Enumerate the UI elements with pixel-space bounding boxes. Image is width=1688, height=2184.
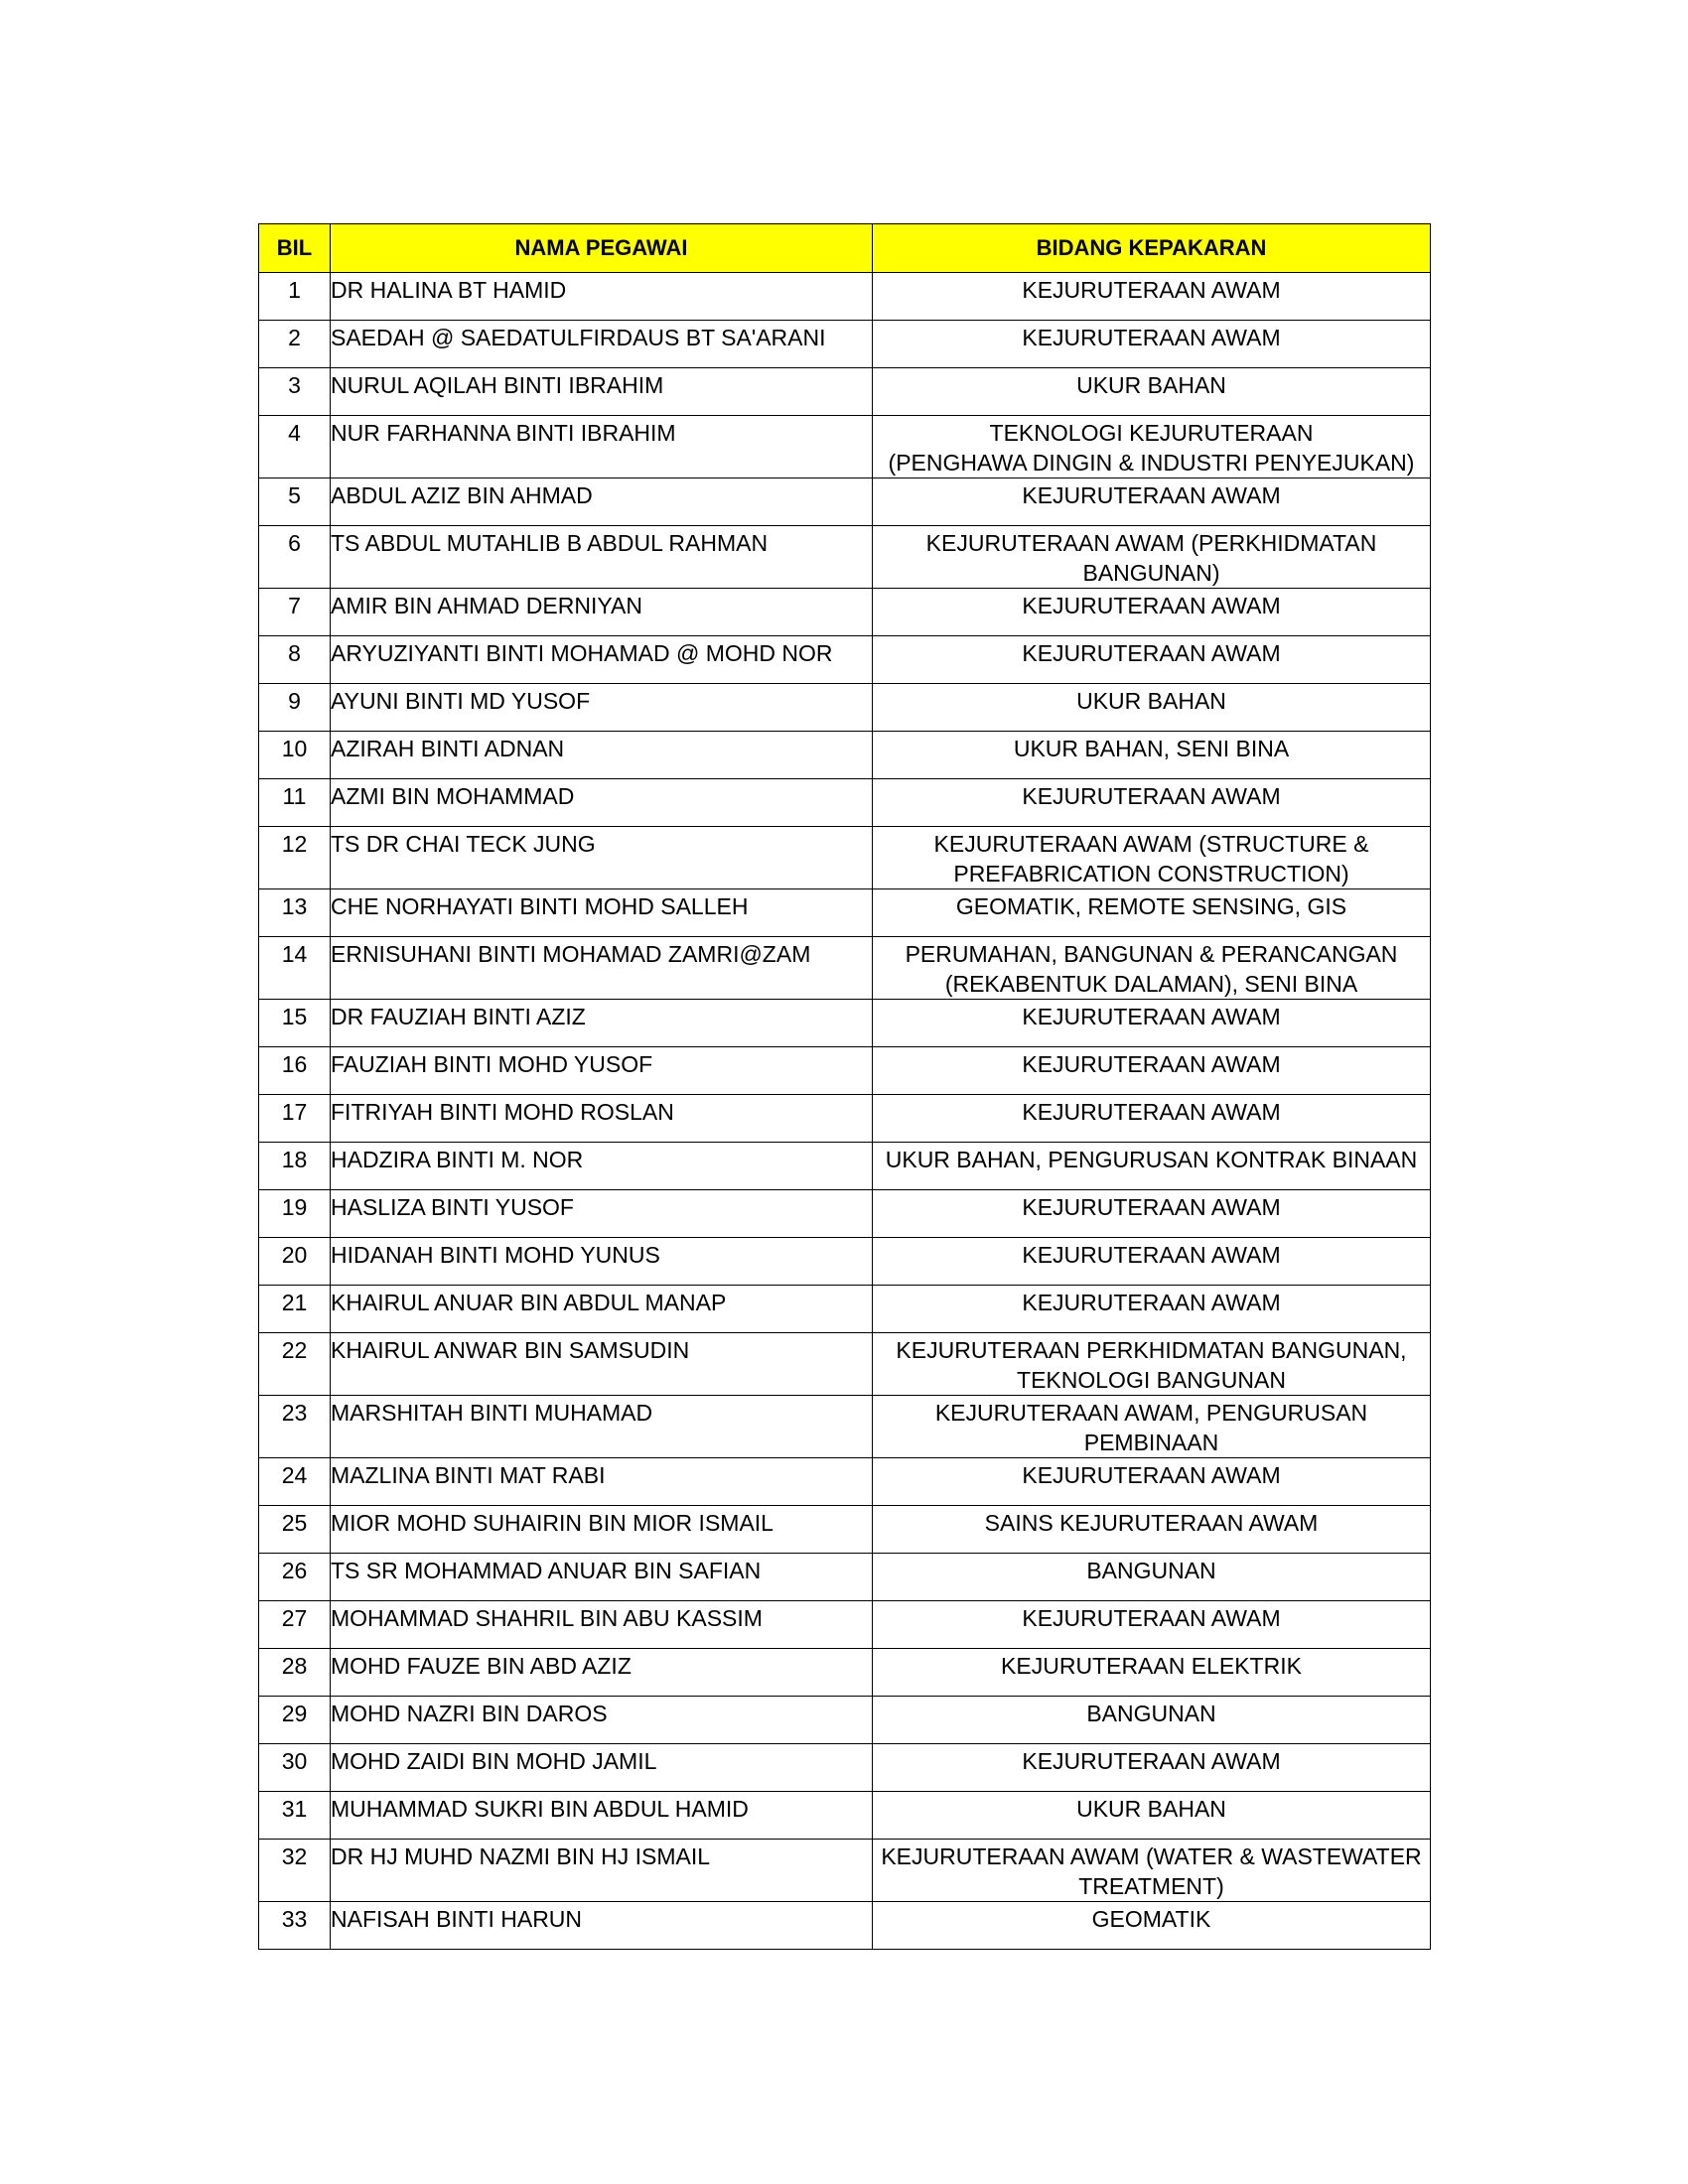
table-row xyxy=(259,1238,1431,1286)
cell-bil: 10 xyxy=(259,732,331,779)
cell-nama-pegawai: DR FAUZIAH BINTI AZIZ xyxy=(331,1000,873,1047)
cell-nama-pegawai: NUR FARHANNA BINTI IBRAHIM xyxy=(331,416,873,478)
table-row xyxy=(259,1902,1431,1950)
cell-nama-pegawai: MOHD ZAIDI BIN MOHD JAMIL xyxy=(331,1744,873,1792)
cell-bil: 21 xyxy=(259,1286,331,1333)
cell-bil: 14 xyxy=(259,937,331,1000)
column-header-bil: BIL xyxy=(259,224,331,273)
cell-nama-pegawai: NURUL AQILAH BINTI IBRAHIM xyxy=(331,368,873,416)
cell-nama-pegawai: ABDUL AZIZ BIN AHMAD xyxy=(331,478,873,526)
cell-bidang-kepakaran xyxy=(873,478,1431,526)
cell-bidang-kepakaran xyxy=(873,368,1431,416)
cell-nama-pegawai: TS SR MOHAMMAD ANUAR BIN SAFIAN xyxy=(331,1554,873,1601)
cell-nama-pegawai: MOHD NAZRI BIN DAROS xyxy=(331,1697,873,1744)
staff-expertise-table xyxy=(258,223,1431,1950)
table-row xyxy=(259,779,1431,827)
cell-bidang-kepakaran xyxy=(873,1143,1431,1190)
cell-bidang-kepakaran xyxy=(873,1840,1431,1902)
bidang-line: KEJURUTERAAN AWAM xyxy=(1022,783,1281,809)
bidang-line: KEJURUTERAAN AWAM xyxy=(1022,1605,1281,1631)
cell-bil: 5 xyxy=(259,478,331,526)
cell-bidang-kepakaran xyxy=(873,1458,1431,1506)
cell-bidang-kepakaran xyxy=(873,1000,1431,1047)
cell-bil: 9 xyxy=(259,684,331,732)
bidang-line: GEOMATIK xyxy=(1091,1906,1211,1932)
cell-bidang-kepakaran xyxy=(873,1190,1431,1238)
table-row xyxy=(259,1396,1431,1458)
cell-bil: 29 xyxy=(259,1697,331,1744)
table-row xyxy=(259,1000,1431,1047)
table-row xyxy=(259,1792,1431,1840)
cell-bidang-kepakaran xyxy=(873,589,1431,636)
cell-bidang-kepakaran xyxy=(873,321,1431,368)
cell-bil: 23 xyxy=(259,1396,331,1458)
table-row xyxy=(259,1601,1431,1649)
cell-nama-pegawai: MOHAMMAD SHAHRIL BIN ABU KASSIM xyxy=(331,1601,873,1649)
cell-bidang-kepakaran xyxy=(873,1601,1431,1649)
table-row xyxy=(259,1554,1431,1601)
bidang-line: KEJURUTERAAN AWAM (PERKHIDMATAN xyxy=(925,530,1377,556)
cell-nama-pegawai: AYUNI BINTI MD YUSOF xyxy=(331,684,873,732)
bidang-line: TEKNOLOGI BANGUNAN xyxy=(1017,1367,1286,1393)
bidang-line: (PENGHAWA DINGIN & INDUSTRI PENYEJUKAN) xyxy=(888,450,1415,476)
cell-bil: 25 xyxy=(259,1506,331,1554)
column-header-bidang-kepakaran: BIDANG KEPAKARAN xyxy=(873,224,1431,273)
bidang-line: KEJURUTERAAN AWAM (STRUCTURE & xyxy=(933,831,1369,857)
cell-bidang-kepakaran xyxy=(873,937,1431,1000)
table-row xyxy=(259,1697,1431,1744)
bidang-line: KEJURUTERAAN AWAM xyxy=(1022,1051,1281,1077)
cell-nama-pegawai: HASLIZA BINTI YUSOF xyxy=(331,1190,873,1238)
table-row xyxy=(259,416,1431,478)
table-header xyxy=(259,224,1431,273)
table-row xyxy=(259,1095,1431,1143)
bidang-line: PREFABRICATION CONSTRUCTION) xyxy=(953,861,1349,887)
cell-bidang-kepakaran xyxy=(873,1286,1431,1333)
cell-bidang-kepakaran xyxy=(873,273,1431,321)
cell-bil: 4 xyxy=(259,416,331,478)
bidang-line: BANGUNAN xyxy=(1086,1701,1216,1726)
cell-nama-pegawai: AMIR BIN AHMAD DERNIYAN xyxy=(331,589,873,636)
table-row xyxy=(259,478,1431,526)
bidang-line: TREATMENT) xyxy=(1078,1873,1224,1899)
cell-nama-pegawai: HADZIRA BINTI M. NOR xyxy=(331,1143,873,1190)
cell-nama-pegawai: HIDANAH BINTI MOHD YUNUS xyxy=(331,1238,873,1286)
cell-nama-pegawai: FITRIYAH BINTI MOHD ROSLAN xyxy=(331,1095,873,1143)
bidang-line: KEJURUTERAAN AWAM xyxy=(1022,1194,1281,1220)
cell-nama-pegawai: KHAIRUL ANUAR BIN ABDUL MANAP xyxy=(331,1286,873,1333)
bidang-line: KEJURUTERAAN AWAM (WATER & WASTEWATER xyxy=(881,1843,1422,1869)
bidang-line: BANGUNAN) xyxy=(1082,560,1220,586)
cell-bil: 7 xyxy=(259,589,331,636)
cell-bidang-kepakaran xyxy=(873,1047,1431,1095)
cell-bidang-kepakaran xyxy=(873,1333,1431,1396)
bidang-line: UKUR BAHAN xyxy=(1076,688,1226,714)
table-row xyxy=(259,589,1431,636)
table-row xyxy=(259,1190,1431,1238)
cell-nama-pegawai: DR HALINA BT HAMID xyxy=(331,273,873,321)
cell-bidang-kepakaran xyxy=(873,1792,1431,1840)
cell-bidang-kepakaran xyxy=(873,732,1431,779)
cell-bil: 33 xyxy=(259,1902,331,1950)
cell-bil: 11 xyxy=(259,779,331,827)
bidang-line: KEJURUTERAAN PERKHIDMATAN BANGUNAN, xyxy=(896,1337,1407,1363)
bidang-line: UKUR BAHAN, PENGURUSAN KONTRAK BINAAN xyxy=(885,1147,1418,1172)
cell-bil: 12 xyxy=(259,827,331,889)
table-row xyxy=(259,1143,1431,1190)
table-row xyxy=(259,1333,1431,1396)
cell-nama-pegawai: MIOR MOHD SUHAIRIN BIN MIOR ISMAIL xyxy=(331,1506,873,1554)
cell-bil: 20 xyxy=(259,1238,331,1286)
bidang-line: UKUR BAHAN, SENI BINA xyxy=(1013,736,1290,761)
table-row xyxy=(259,732,1431,779)
cell-bil: 26 xyxy=(259,1554,331,1601)
table-row xyxy=(259,937,1431,1000)
cell-bil: 6 xyxy=(259,526,331,589)
table-row xyxy=(259,526,1431,589)
bidang-line: UKUR BAHAN xyxy=(1076,372,1226,398)
table-row xyxy=(259,273,1431,321)
bidang-line: KEJURUTERAAN AWAM xyxy=(1022,277,1281,303)
bidang-line: PERUMAHAN, BANGUNAN & PERANCANGAN xyxy=(905,941,1398,967)
table-body xyxy=(259,273,1431,1950)
cell-bidang-kepakaran xyxy=(873,1902,1431,1950)
table-row xyxy=(259,321,1431,368)
header-row xyxy=(259,224,1431,273)
bidang-line: SAINS KEJURUTERAAN AWAM xyxy=(984,1510,1319,1536)
bidang-line: KEJURUTERAAN AWAM xyxy=(1022,1004,1281,1029)
table-row xyxy=(259,1458,1431,1506)
cell-bidang-kepakaran xyxy=(873,636,1431,684)
table-row xyxy=(259,1047,1431,1095)
bidang-line: KEJURUTERAAN AWAM xyxy=(1022,482,1281,508)
cell-nama-pegawai: TS DR CHAI TECK JUNG xyxy=(331,827,873,889)
cell-bil: 16 xyxy=(259,1047,331,1095)
table-row xyxy=(259,1840,1431,1902)
bidang-line: KEJURUTERAAN AWAM xyxy=(1022,1748,1281,1774)
bidang-line: KEJURUTERAAN AWAM, PENGURUSAN PEMBINAAN xyxy=(934,1400,1368,1455)
cell-nama-pegawai: TS ABDUL MUTAHLIB B ABDUL RAHMAN xyxy=(331,526,873,589)
bidang-line: KEJURUTERAAN AWAM xyxy=(1022,1462,1281,1488)
cell-bidang-kepakaran xyxy=(873,1697,1431,1744)
cell-bidang-kepakaran xyxy=(873,526,1431,589)
cell-nama-pegawai: MOHD FAUZE BIN ABD AZIZ xyxy=(331,1649,873,1697)
cell-bidang-kepakaran xyxy=(873,827,1431,889)
cell-bidang-kepakaran xyxy=(873,1744,1431,1792)
cell-bil: 31 xyxy=(259,1792,331,1840)
bidang-line: GEOMATIK, REMOTE SENSING, GIS xyxy=(955,893,1347,919)
cell-bil: 27 xyxy=(259,1601,331,1649)
cell-nama-pegawai: ARYUZIYANTI BINTI MOHAMAD @ MOHD NOR xyxy=(331,636,873,684)
cell-bidang-kepakaran xyxy=(873,1506,1431,1554)
table-row xyxy=(259,889,1431,937)
cell-bidang-kepakaran xyxy=(873,1649,1431,1697)
bidang-line: KEJURUTERAAN AWAM xyxy=(1022,593,1281,618)
bidang-line: KEJURUTERAAN ELEKTRIK xyxy=(1001,1653,1302,1679)
cell-bil: 28 xyxy=(259,1649,331,1697)
cell-bidang-kepakaran xyxy=(873,779,1431,827)
table-row xyxy=(259,1649,1431,1697)
bidang-line: (REKABENTUK DALAMAN), SENI BINA xyxy=(944,971,1358,997)
table-row xyxy=(259,827,1431,889)
cell-bidang-kepakaran xyxy=(873,1554,1431,1601)
cell-bil: 1 xyxy=(259,273,331,321)
table-row xyxy=(259,684,1431,732)
cell-nama-pegawai: MAZLINA BINTI MAT RABI xyxy=(331,1458,873,1506)
cell-nama-pegawai: AZIRAH BINTI ADNAN xyxy=(331,732,873,779)
table-row xyxy=(259,368,1431,416)
cell-bil: 32 xyxy=(259,1840,331,1902)
cell-bil: 24 xyxy=(259,1458,331,1506)
cell-bidang-kepakaran xyxy=(873,889,1431,937)
cell-nama-pegawai: CHE NORHAYATI BINTI MOHD SALLEH xyxy=(331,889,873,937)
cell-nama-pegawai: AZMI BIN MOHAMMAD xyxy=(331,779,873,827)
bidang-line: KEJURUTERAAN AWAM xyxy=(1022,1242,1281,1268)
cell-nama-pegawai: MARSHITAH BINTI MUHAMAD xyxy=(331,1396,873,1458)
bidang-line: KEJURUTERAAN AWAM xyxy=(1022,1290,1281,1315)
bidang-line: KEJURUTERAAN AWAM xyxy=(1022,640,1281,666)
bidang-line: BANGUNAN xyxy=(1086,1558,1216,1583)
column-header-nama-pegawai: NAMA PEGAWAI xyxy=(331,224,873,273)
cell-nama-pegawai: KHAIRUL ANWAR BIN SAMSUDIN xyxy=(331,1333,873,1396)
cell-nama-pegawai: ERNISUHANI BINTI MOHAMAD ZAMRI@ZAM xyxy=(331,937,873,1000)
bidang-line: TEKNOLOGI KEJURUTERAAN xyxy=(989,420,1314,446)
cell-bil: 15 xyxy=(259,1000,331,1047)
cell-bil: 8 xyxy=(259,636,331,684)
cell-nama-pegawai: FAUZIAH BINTI MOHD YUSOF xyxy=(331,1047,873,1095)
cell-bil: 19 xyxy=(259,1190,331,1238)
cell-bil: 18 xyxy=(259,1143,331,1190)
cell-bil: 30 xyxy=(259,1744,331,1792)
table-row xyxy=(259,1506,1431,1554)
bidang-line: UKUR BAHAN xyxy=(1076,1796,1226,1822)
cell-bidang-kepakaran xyxy=(873,1396,1431,1458)
cell-bil: 22 xyxy=(259,1333,331,1396)
bidang-line: KEJURUTERAAN AWAM xyxy=(1022,1099,1281,1125)
cell-bidang-kepakaran xyxy=(873,1095,1431,1143)
cell-bil: 3 xyxy=(259,368,331,416)
cell-bidang-kepakaran xyxy=(873,1238,1431,1286)
cell-bil: 2 xyxy=(259,321,331,368)
cell-bidang-kepakaran xyxy=(873,684,1431,732)
cell-bil: 13 xyxy=(259,889,331,937)
cell-bil: 17 xyxy=(259,1095,331,1143)
table-row xyxy=(259,1286,1431,1333)
cell-nama-pegawai: SAEDAH @ SAEDATULFIRDAUS BT SA'ARANI xyxy=(331,321,873,368)
table-row xyxy=(259,1744,1431,1792)
cell-bidang-kepakaran xyxy=(873,416,1431,478)
cell-nama-pegawai: NAFISAH BINTI HARUN xyxy=(331,1902,873,1950)
table-row xyxy=(259,636,1431,684)
cell-nama-pegawai: MUHAMMAD SUKRI BIN ABDUL HAMID xyxy=(331,1792,873,1840)
bidang-line: KEJURUTERAAN AWAM xyxy=(1022,325,1281,350)
cell-nama-pegawai: DR HJ MUHD NAZMI BIN HJ ISMAIL xyxy=(331,1840,873,1902)
